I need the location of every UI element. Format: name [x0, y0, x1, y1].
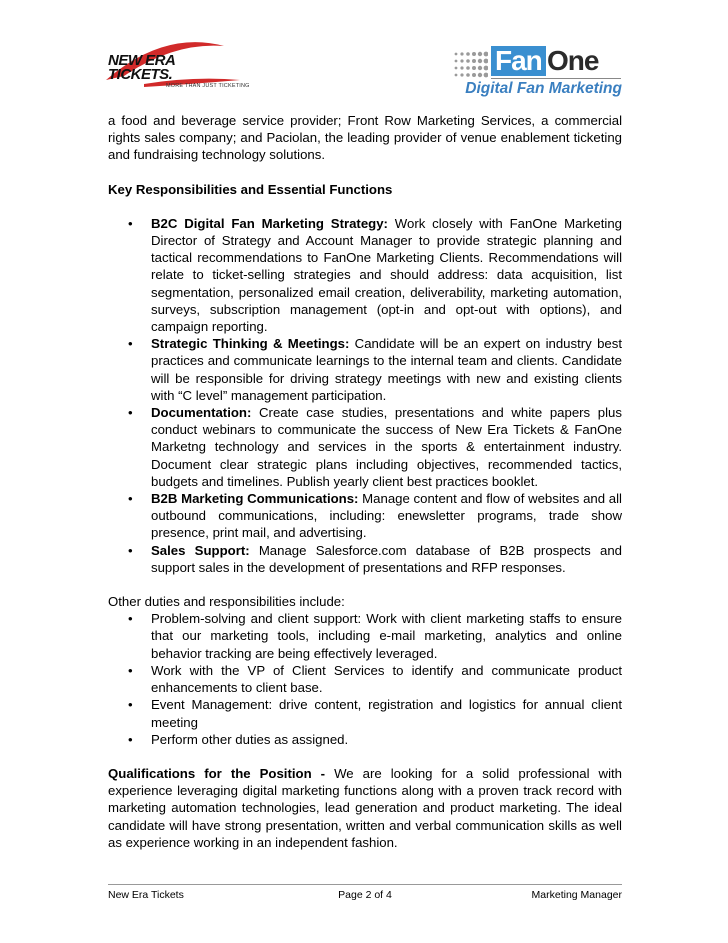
logo-tagline: MORE THAN JUST TICKETING [166, 83, 250, 89]
item-text: Manage content and flow of websites and all outbound communications, including: enewsletter programs, trade show presence, print mail, and advertising. [151, 491, 622, 541]
list-item [108, 335, 622, 404]
item-text: Event Management: drive content, registration and logistics for annual client meeting [151, 697, 622, 730]
key-responsibilities-list [108, 215, 622, 576]
logo-tagline: Digital Fan Marketing [465, 80, 622, 97]
list-item [108, 542, 622, 576]
list-item [108, 696, 622, 730]
fanone-logo [444, 44, 622, 100]
item-title: Documentation: [151, 405, 252, 421]
footer-page-number: Page 2 of 4 [338, 889, 392, 901]
intro-paragraph: a food and beverage service provider; Front Row Marketing Services, a commercial rights sales company; and Paciolan, the leading provider of venue enablement ticketing and fundraising technology solutions. [108, 113, 622, 163]
bullet-icon: • [128, 336, 133, 352]
bullet-icon: • [128, 611, 133, 627]
logo-one: One [547, 45, 599, 76]
list-item [108, 215, 622, 335]
bullet-icon: • [128, 215, 133, 231]
footer-document-title: Marketing Manager [531, 889, 622, 901]
bullet-icon: • [128, 405, 133, 421]
bullet-icon: • [128, 542, 133, 558]
item-text: Work closely with FanOne Marketing Director of Strategy and Account Manager to provide strategic planning and tactical recommendations to FanOne Marketing Clients. Recommendations will relate to ticket-selling strategies and should address: data acquisition, list segmentation, personalized email creation, deliverability, marketing automation, surveys, subscription management (opt-in and opt-out with options), and campaign reporting. [151, 215, 622, 335]
new-era-tickets-logo [104, 40, 254, 100]
key-responsibilities-heading: Key Responsibilities and Essential Functions [108, 181, 393, 197]
bullet-icon: • [128, 491, 133, 507]
other-duties-list [108, 610, 622, 748]
list-item [108, 662, 622, 696]
logo-line-2: TICKETS. [108, 66, 173, 83]
logo-line-1: NEW ERA [108, 52, 176, 69]
footer-divider [108, 884, 622, 885]
qualifications-heading: Qualifications for the Position - [108, 765, 326, 781]
bullet-icon: • [128, 697, 133, 713]
logo-fan: Fan [491, 46, 546, 76]
item-text: Manage Salesforce.com database of B2B prospects and support sales in the development of presentations and RFP responses. [151, 542, 622, 575]
item-text: Perform other duties as assigned. [151, 731, 349, 747]
item-text: Create case studies, presentations and white papers plus conduct webinars to communicate the success of New Era Tickets & FanOne Marketng technology and services in the sports & entertainment industry. Document clear strategic plans including objectives, recommended tactics, budgets and timelines. Publish yearly client best practices booklet. [151, 405, 622, 489]
qualifications-paragraph [108, 765, 622, 851]
item-text: Work with the VP of Client Services to identify and communicate product enhancements to client base. [151, 662, 622, 696]
logo-divider [491, 78, 621, 79]
qualifications-text: We are looking for a solid professional with experience leveraging digital marketing functions along with a proven track record with marketing automation technologies, lead generation and product marketing. The ideal candidate will have strong presentation, written and verbal communication skills as well as experience working in an independent fashion. [108, 765, 622, 850]
dot-grid-icon [452, 50, 488, 80]
other-duties-heading: Other duties and responsibilities include: [108, 594, 345, 610]
document-body [108, 112, 622, 851]
list-item [108, 404, 622, 490]
footer-company: New Era Tickets [108, 889, 184, 901]
item-text: Candidate will be an expert on industry best practices and communicate learnings to the internal team and clients. Candidate will be responsible for driving strategy meetings with new and existing clients with “C level” management participation. [151, 336, 622, 403]
item-title: B2C Digital Fan Marketing Strategy: [151, 215, 388, 231]
list-item [108, 490, 622, 542]
bullet-icon: • [128, 731, 133, 747]
bullet-icon: • [128, 662, 133, 678]
item-title: Sales Support: [151, 542, 250, 558]
list-item [108, 731, 622, 748]
list-item [108, 610, 622, 662]
item-text: Problem-solving and client support: Work with client marketing staffs to ensure that our marketing tools, including e-mail marketing, analytics and online behavior tracking are being effectively leveraged. [151, 611, 622, 661]
item-title: B2B Marketing Communications: [151, 491, 359, 507]
item-title: Strategic Thinking & Meetings: [151, 336, 350, 352]
